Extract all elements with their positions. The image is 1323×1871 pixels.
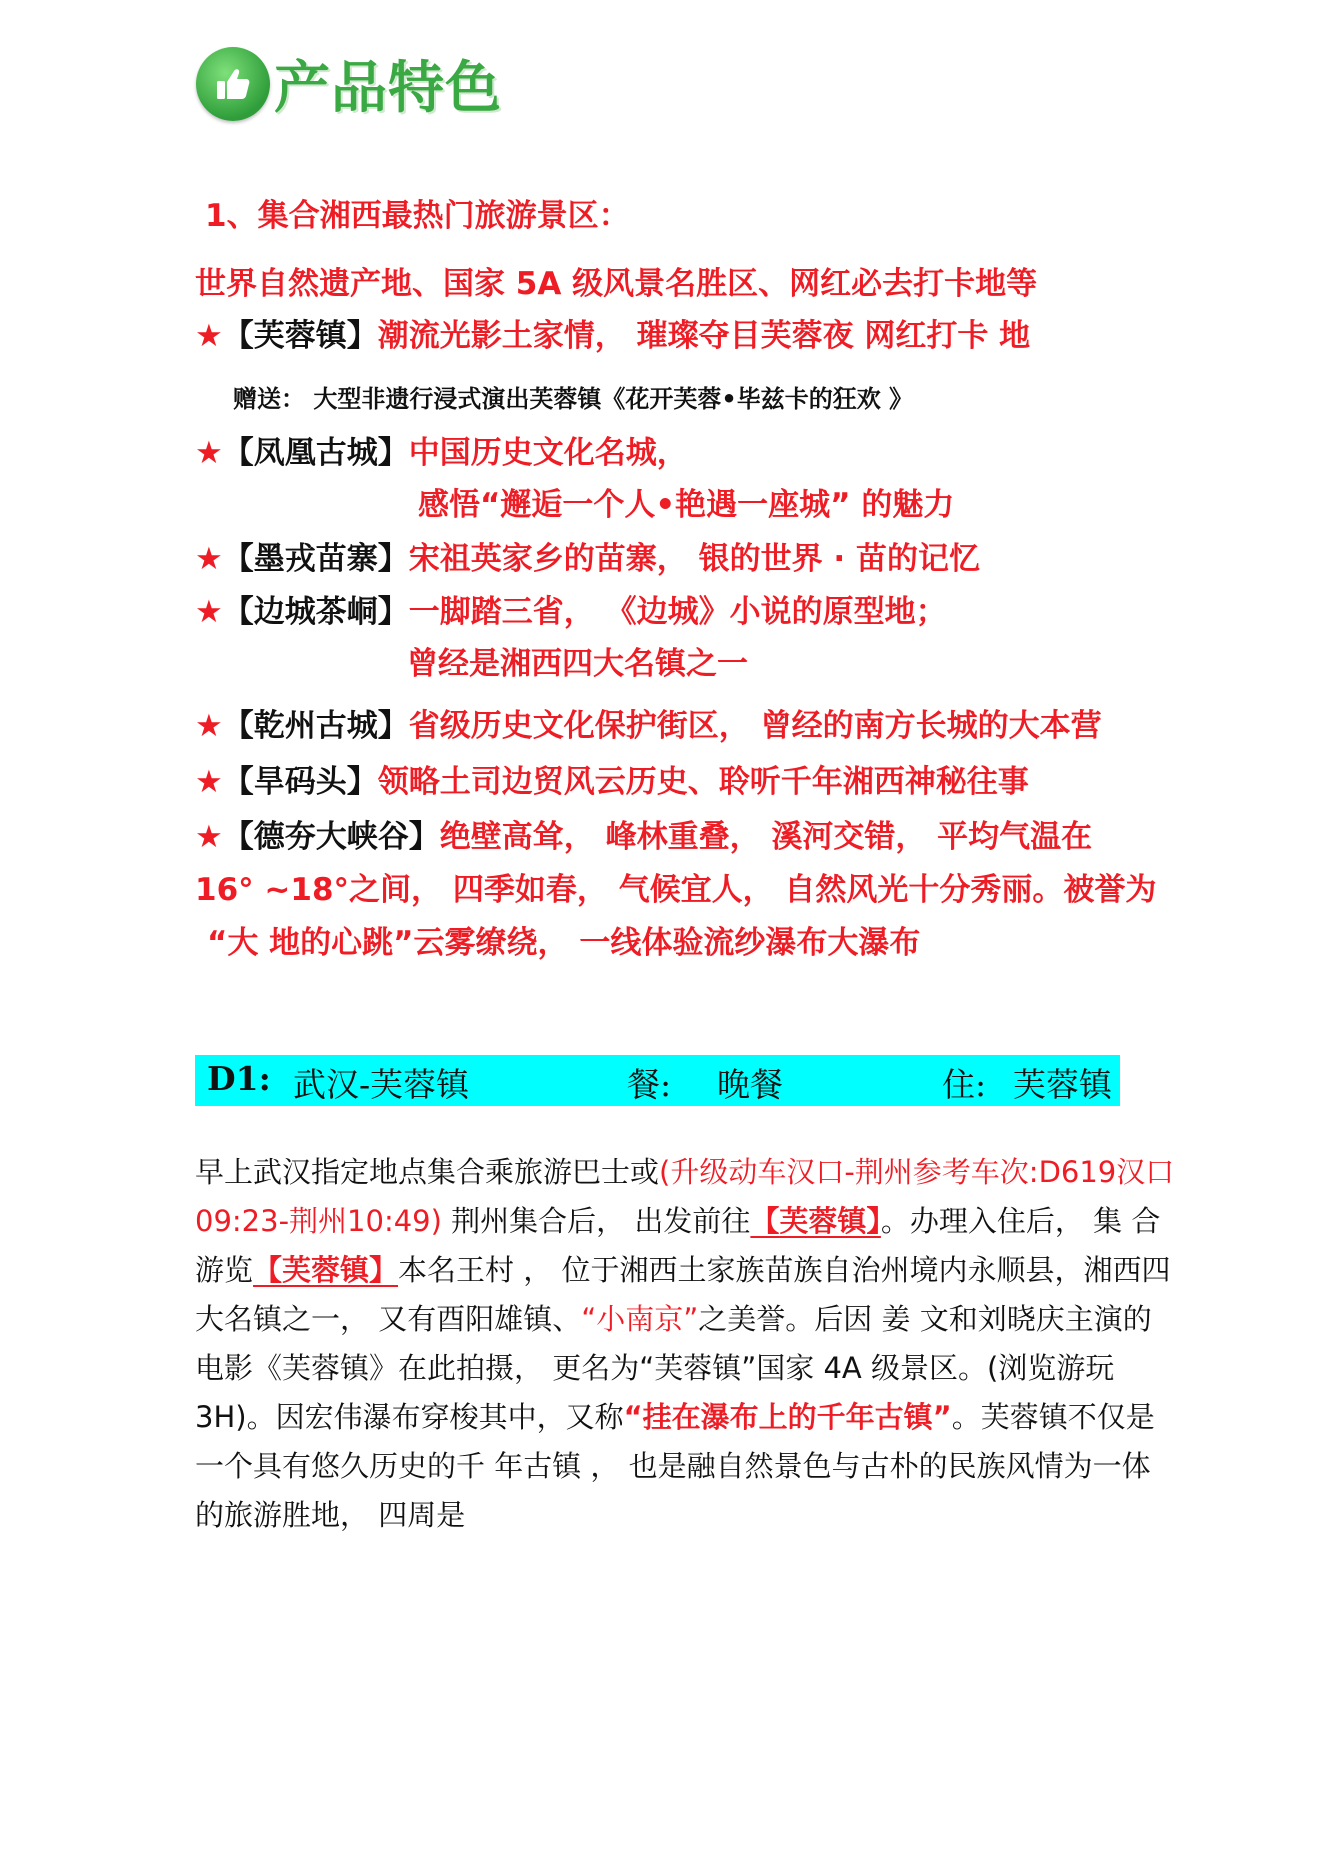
- text-run: 。芙蓉镇不仅是一个具有悠久历史的千 年古镇 ， 也是融自然景色与古朴的民族风情为一体的旅游胜地， 四周是: [195, 1400, 1155, 1532]
- text-run: 。办理入住后， 集 合游览: [195, 1204, 1161, 1287]
- list-item: [195, 427, 688, 472]
- item-desc: 一脚踏三省， 《边城》小说的原型地；: [408, 594, 947, 630]
- meal-label: 餐:: [627, 1065, 672, 1104]
- tagline: 世界自然遗产地、国家 5A 级风景名胜区、网红必去打卡地等: [195, 266, 1038, 302]
- place-link: 【芙蓉镇】: [253, 1253, 399, 1287]
- list-item: [195, 700, 1102, 745]
- thumbs-up-icon: [196, 47, 270, 121]
- item-name: 【乾州古城】: [222, 708, 409, 744]
- star-icon: ★: [195, 435, 223, 471]
- highlight: “挂在瀑布上的千年古镇”: [623, 1400, 952, 1434]
- star-icon: ★: [195, 764, 223, 800]
- text-run: 荆州集合后， 出发前往: [441, 1204, 751, 1238]
- day-route: 武汉-芙蓉镇: [293, 1065, 470, 1104]
- item-name: 【芙蓉镇】: [222, 318, 378, 354]
- item-name: 【凤凰古城】: [222, 435, 409, 471]
- star-icon: ★: [195, 594, 223, 630]
- item-name: 【旱码头】: [222, 764, 378, 800]
- item-name: 【墨戎苗寨】: [222, 541, 409, 577]
- list-item: [195, 310, 1030, 355]
- text-run: 早上武汉指定地点集合乘旅游巴士或: [195, 1155, 660, 1189]
- list-item: [195, 586, 947, 631]
- train-info: (升级动车汉口-荆州参考车次:D619汉口09:23-荆州10:49): [195, 1155, 1175, 1238]
- gift-note: 赠送： 大型非遗行浸式演出芙蓉镇《花开芙蓉•毕兹卡的狂欢 》: [233, 385, 914, 413]
- item-desc-cont: 曾经是湘西四大名镇之一: [407, 646, 748, 682]
- star-icon: ★: [195, 708, 223, 744]
- item-desc: 领略土司边贸风云历史、聆听千年湘西神秘往事: [377, 764, 1029, 800]
- place-link: 【芙蓉镇】: [750, 1204, 881, 1238]
- text-run: 之美誉。后因 姜 文和刘晓庆主演的电影《芙蓉镇》在此拍摄， 更名为“芙蓉镇”国家 4A 级景区。(浏览游玩3H)。因宏伟瀑布穿梭其中，又称: [195, 1302, 1152, 1434]
- day-header: [195, 1055, 1120, 1106]
- section-heading: 1、集合湘西最热门旅游景区：: [205, 198, 630, 234]
- star-icon: ★: [195, 318, 223, 354]
- list-item: [195, 756, 1029, 801]
- item-desc: 绝壁高耸， 峰林重叠， 溪河交错， 平均气温在: [439, 819, 1093, 855]
- meal-value: 晚餐: [717, 1065, 783, 1104]
- item-name: 【德夯大峡谷】: [222, 819, 440, 855]
- section-logo: [196, 44, 502, 124]
- item-desc-cont: “大 地的心跳”云雾缭绕， 一线体验流纱瀑布大瀑布: [207, 925, 921, 961]
- stay-label: 住:: [942, 1065, 987, 1104]
- stay-value: 芙蓉镇: [1013, 1065, 1112, 1104]
- highlight: “小南京”: [581, 1302, 699, 1336]
- item-desc-cont: 16° ~18°之间， 四季如春， 气候宜人， 自然风光十分秀丽。被誉为: [195, 872, 1157, 908]
- star-icon: ★: [195, 541, 223, 577]
- item-desc: 省级历史文化保护街区， 曾经的南方长城的大本营: [408, 708, 1102, 744]
- text-run: 本名王村 ， 位于湘西土家族苗族自治州境内永顺县，湘西四大名镇之一， 又有酉阳雄镇、: [195, 1253, 1171, 1336]
- star-icon: ★: [195, 819, 223, 855]
- item-desc: 宋祖英家乡的苗寨， 银的世界 · 苗的记忆: [408, 541, 980, 577]
- item-desc-cont: 感悟“邂逅一个人•艳遇一座城” 的魅力: [418, 487, 955, 523]
- item-name: 【边城茶峒】: [222, 594, 409, 630]
- item-desc: 潮流光影土家情， 璀璨夺目芙蓉夜 网红打卡 地: [377, 318, 1031, 354]
- list-item: [195, 811, 1092, 856]
- day-label: D1:: [207, 1059, 271, 1098]
- list-item: [195, 533, 980, 578]
- item-desc: 中国历史文化名城，: [408, 435, 688, 471]
- section-title: 产品特色: [274, 56, 502, 121]
- day-description: [195, 1148, 1175, 1540]
